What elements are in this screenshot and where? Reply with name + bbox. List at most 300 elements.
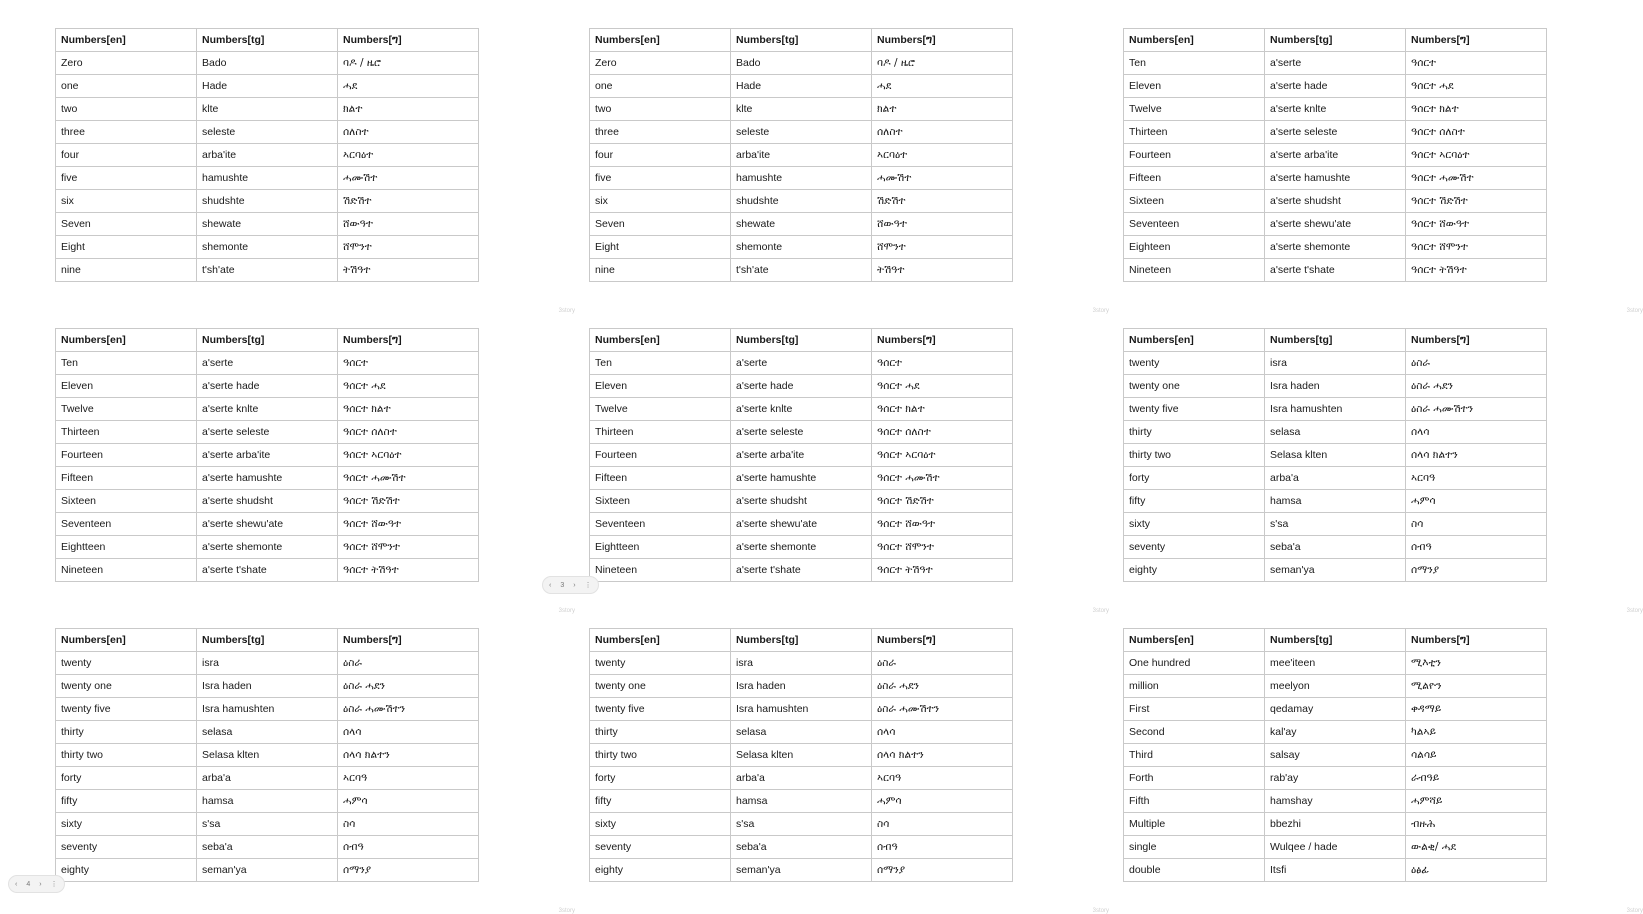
table-row [56,675,479,698]
table-row [1124,213,1547,236]
tigrinya-geez-cell: ሸሞንተ [872,236,1013,259]
table-row [590,98,1013,121]
tigrinya-latin-cell: shewate [197,213,338,236]
tigrinya-geez-cell: ኣርባዓ [1406,467,1547,490]
tigrinya-geez-cell: ዓሰርተ ኣርባዕተ [338,444,479,467]
english-cell: Seventeen [1124,213,1265,236]
table-row [590,444,1013,467]
tigrinya-geez-cell: ዓሰርተ ሸውዓተ [872,513,1013,536]
english-cell: Eight [590,236,731,259]
table-row [56,767,479,790]
chevron-left-icon[interactable]: ‹ [549,581,552,589]
slide-4[interactable] [55,328,575,614]
column-header: Numbers[en] [1124,29,1265,52]
tigrinya-latin-cell: a'serte shewu'ate [1265,213,1406,236]
english-cell: four [56,144,197,167]
tigrinya-latin-cell: Bado [731,52,872,75]
table-row [590,698,1013,721]
tigrinya-geez-cell: ዓሰርተ ሸሞንተ [338,536,479,559]
tigrinya-geez-cell: ዓሰርተ ሽድሽተ [1406,190,1547,213]
chevron-left-icon[interactable]: ‹ [15,880,18,888]
tigrinya-geez-cell: ዓሰርተ [338,352,479,375]
tigrinya-geez-cell: ዓሰርተ ሽድሽተ [338,490,479,513]
tigrinya-geez-cell: ስሳ [338,813,479,836]
tigrinya-geez-cell: ሰለስተ [872,121,1013,144]
table-row [56,52,479,75]
tigrinya-geez-cell: ዓሰርተ ሓሙሽተ [872,467,1013,490]
tigrinya-latin-cell: a'serte [1265,52,1406,75]
tigrinya-latin-cell: a'serte seleste [731,421,872,444]
tigrinya-latin-cell: selasa [197,721,338,744]
page-number: 4 [26,880,31,888]
tigrinya-latin-cell: Isra haden [731,675,872,698]
tigrinya-geez-cell: ሚእቲን [1406,652,1547,675]
numbers-table [589,28,1013,282]
tigrinya-latin-cell: Isra haden [197,675,338,698]
column-header: Numbers[ግ] [872,29,1013,52]
column-header: Numbers[ግ] [338,629,479,652]
tigrinya-latin-cell: s'sa [197,813,338,836]
table-row [1124,352,1547,375]
column-header: Numbers[ግ] [872,629,1013,652]
table-row [56,167,479,190]
english-cell: Fourteen [56,444,197,467]
tigrinya-geez-cell: ዓሰርተ ሓደ [1406,75,1547,98]
tigrinya-geez-cell: ሓሙሽተ [872,167,1013,190]
tigrinya-geez-cell: ዓሰርተ ትሽዓተ [872,559,1013,582]
numbers-table [1123,328,1547,582]
english-cell: Fifteen [590,467,731,490]
tigrinya-geez-cell: ዓሰርተ ትሽዓተ [338,559,479,582]
tigrinya-latin-cell: Selasa klten [197,744,338,767]
english-cell: Fifteen [1124,167,1265,190]
english-cell: Multiple [1124,813,1265,836]
table-row [56,375,479,398]
tigrinya-latin-cell: a'serte arba'ite [1265,144,1406,167]
column-header: Numbers[en] [56,329,197,352]
english-cell: thirty [590,721,731,744]
english-cell: Twelve [56,398,197,421]
tigrinya-geez-cell: ሰለስተ [338,121,479,144]
english-cell: two [56,98,197,121]
table-row [1124,490,1547,513]
table-row [1124,75,1547,98]
english-cell: twenty five [56,698,197,721]
tigrinya-latin-cell: hamushte [197,167,338,190]
tigrinya-latin-cell: a'serte shemonte [197,536,338,559]
english-cell: Thirteen [1124,121,1265,144]
tigrinya-latin-cell: a'serte seleste [1265,121,1406,144]
english-cell: fifty [590,790,731,813]
english-cell: Sixteen [1124,190,1265,213]
tigrinya-geez-cell: ሰላሳ [338,721,479,744]
tigrinya-latin-cell: salsay [1265,744,1406,767]
tigrinya-geez-cell: ዓሰርተ [1406,52,1547,75]
numbers-table [1123,628,1547,882]
table-row [590,836,1013,859]
english-cell: thirty two [590,744,731,767]
english-cell: Fifteen [56,467,197,490]
column-header: Numbers[tg] [197,629,338,652]
table-row [590,721,1013,744]
tigrinya-geez-cell: ሸውዓተ [338,213,479,236]
tigrinya-geez-cell: ኣርባዕተ [872,144,1013,167]
tigrinya-geez-cell: ዓሰርተ ሽድሽተ [872,490,1013,513]
tigrinya-latin-cell: shudshte [731,190,872,213]
tigrinya-latin-cell: a'serte shudsht [197,490,338,513]
table-row [590,236,1013,259]
tigrinya-latin-cell: isra [731,652,872,675]
table-row [1124,375,1547,398]
tigrinya-geez-cell: ዕስራ ሓሙሽተን [338,698,479,721]
chevron-right-icon[interactable]: › [39,880,42,888]
tigrinya-geez-cell: ዕስራ ሓደን [338,675,479,698]
slide-1[interactable] [55,28,575,314]
tigrinya-geez-cell: ሳልሳይ [1406,744,1547,767]
column-header: Numbers[tg] [731,29,872,52]
tigrinya-geez-cell: ዓሰርተ ክልተ [338,398,479,421]
english-cell: forty [1124,467,1265,490]
table-row [56,144,479,167]
numbers-table [589,328,1013,582]
english-cell: forty [590,767,731,790]
column-header: Numbers[tg] [1265,629,1406,652]
english-cell: four [590,144,731,167]
tigrinya-latin-cell: a'serte shudsht [731,490,872,513]
tigrinya-latin-cell: a'serte shemonte [1265,236,1406,259]
table-row [1124,236,1547,259]
english-cell: Twelve [590,398,731,421]
english-cell: First [1124,698,1265,721]
tigrinya-latin-cell: klte [731,98,872,121]
tigrinya-geez-cell: ሽድሽተ [338,190,479,213]
chevron-right-icon[interactable]: › [573,581,576,589]
slide-9[interactable] [1123,628,1643,914]
tigrinya-latin-cell: Selasa klten [731,744,872,767]
column-header: Numbers[en] [1124,629,1265,652]
page-number: 3 [560,581,565,589]
table-row [590,536,1013,559]
table-row [590,490,1013,513]
tigrinya-geez-cell: ዕስራ [338,652,479,675]
tigrinya-latin-cell: isra [1265,352,1406,375]
tigrinya-geez-cell: ዓሰርተ ሰለስተ [872,421,1013,444]
tigrinya-latin-cell: t'sh'ate [197,259,338,282]
header-row [590,329,1013,352]
table-row [590,213,1013,236]
column-header: Numbers[en] [56,629,197,652]
english-cell: twenty one [590,675,731,698]
tigrinya-geez-cell: ሓደ [338,75,479,98]
tigrinya-latin-cell: arba'a [197,767,338,790]
tigrinya-geez-cell: ዓሰርተ ሰለስተ [1406,121,1547,144]
table-row [590,398,1013,421]
tigrinya-geez-cell: ሰብዓ [1406,536,1547,559]
tigrinya-latin-cell: a'serte [731,352,872,375]
english-cell: two [590,98,731,121]
table-row [1124,190,1547,213]
header-row [56,29,479,52]
tigrinya-geez-cell: ባዶ / ዜሮ [872,52,1013,75]
table-row [56,813,479,836]
tigrinya-geez-cell: ሓምሳ [338,790,479,813]
tigrinya-latin-cell: shemonte [197,236,338,259]
tigrinya-geez-cell: ብዙሕ [1406,813,1547,836]
english-cell: eighty [56,859,197,882]
tigrinya-geez-cell: ዕስራ ሓሙሽተን [872,698,1013,721]
slide-5[interactable] [589,328,1109,614]
tigrinya-latin-cell: a'serte knlte [1265,98,1406,121]
tigrinya-geez-cell: ቀዳማይ [1406,698,1547,721]
pager-bottom[interactable] [8,875,65,893]
table-row [56,352,479,375]
english-cell: seventy [56,836,197,859]
english-cell: Fourteen [590,444,731,467]
table-row [1124,467,1547,490]
table-row [1124,767,1547,790]
table-row [1124,98,1547,121]
numbers-table [1123,28,1547,282]
english-cell: double [1124,859,1265,882]
tigrinya-latin-cell: a'serte hamushte [197,467,338,490]
english-cell: six [56,190,197,213]
tigrinya-geez-cell: ሓምሻይ [1406,790,1547,813]
tigrinya-geez-cell: ዓሰርተ ሰለስተ [338,421,479,444]
tigrinya-latin-cell: seman'ya [1265,559,1406,582]
header-row [1124,29,1547,52]
tigrinya-geez-cell: ሓምሳ [872,790,1013,813]
english-cell: six [590,190,731,213]
table-row [590,190,1013,213]
watermark: 3story [1092,908,1109,914]
table-row [56,790,479,813]
tigrinya-latin-cell: a'serte t'shate [731,559,872,582]
english-cell: five [56,167,197,190]
table-row [56,236,479,259]
table-row [1124,652,1547,675]
english-cell: seventy [1124,536,1265,559]
english-cell: twenty one [1124,375,1265,398]
tigrinya-geez-cell: ካልኣይ [1406,721,1547,744]
english-cell: Fifth [1124,790,1265,813]
column-header: Numbers[ግ] [1406,329,1547,352]
column-header: Numbers[tg] [1265,29,1406,52]
header-row [1124,329,1547,352]
table-row [56,421,479,444]
english-cell: Seven [56,213,197,236]
tigrinya-latin-cell: arba'a [1265,467,1406,490]
tigrinya-latin-cell: a'serte hade [1265,75,1406,98]
numbers-table [589,628,1013,882]
tigrinya-geez-cell: ሰብዓ [338,836,479,859]
table-row [56,559,479,582]
tigrinya-geez-cell: ሽድሽተ [872,190,1013,213]
english-cell: Eleven [590,375,731,398]
table-row [56,513,479,536]
english-cell: thirty two [56,744,197,767]
tigrinya-latin-cell: shudshte [197,190,338,213]
tigrinya-latin-cell: hamushte [731,167,872,190]
table-row [590,559,1013,582]
pager-middle[interactable] [542,576,599,594]
table-row [1124,813,1547,836]
tigrinya-geez-cell: ሓሙሽተ [338,167,479,190]
table-row [1124,167,1547,190]
column-header: Numbers[ግ] [872,329,1013,352]
table-row [590,52,1013,75]
tigrinya-geez-cell: ዕስራ ሓደን [1406,375,1547,398]
tigrinya-geez-cell: ሰላሳ ክልተን [1406,444,1547,467]
tigrinya-geez-cell: ዕስራ ሓደን [872,675,1013,698]
english-cell: Eight [56,236,197,259]
tigrinya-latin-cell: Isra hamushten [731,698,872,721]
tigrinya-latin-cell: a'serte shewu'ate [197,513,338,536]
tigrinya-geez-cell: ሰላሳ ክልተን [338,744,479,767]
table-row [1124,513,1547,536]
table-row [1124,144,1547,167]
english-cell: Seventeen [590,513,731,536]
header-row [1124,629,1547,652]
table-row [1124,421,1547,444]
english-cell: twenty five [590,698,731,721]
english-cell: sixty [590,813,731,836]
table-row [56,744,479,767]
tigrinya-latin-cell: meelyon [1265,675,1406,698]
tigrinya-geez-cell: ዓሰርተ [872,352,1013,375]
tigrinya-latin-cell: a'serte shudsht [1265,190,1406,213]
table-row [590,767,1013,790]
table-row [56,490,479,513]
tigrinya-geez-cell: ዓሰርተ ሓሙሽተ [1406,167,1547,190]
tigrinya-geez-cell: ሰላሳ ክልተን [872,744,1013,767]
table-row [1124,836,1547,859]
tigrinya-geez-cell: ኣርባዕተ [338,144,479,167]
english-cell: thirty [56,721,197,744]
table-row [1124,721,1547,744]
english-cell: seventy [590,836,731,859]
table-row [56,859,479,882]
table-row [56,652,479,675]
tigrinya-geez-cell: ዓሰርተ ሸውዓተ [1406,213,1547,236]
english-cell: Thirteen [56,421,197,444]
slide-3[interactable] [1123,28,1643,314]
english-cell: Eleven [1124,75,1265,98]
tigrinya-geez-cell: ዓሰርተ ሓሙሽተ [338,467,479,490]
watermark: 3story [558,308,575,314]
english-cell: Zero [590,52,731,75]
tigrinya-geez-cell: ክልተ [872,98,1013,121]
english-cell: twenty [590,652,731,675]
table-row [56,398,479,421]
english-cell: Second [1124,721,1265,744]
table-row [1124,559,1547,582]
tigrinya-latin-cell: kal'ay [1265,721,1406,744]
tigrinya-latin-cell: a'serte shemonte [731,536,872,559]
numbers-table [55,28,479,282]
tigrinya-latin-cell: a'serte knlte [731,398,872,421]
tigrinya-latin-cell: t'sh'ate [731,259,872,282]
english-cell: Eighteen [1124,236,1265,259]
tigrinya-latin-cell: seleste [731,121,872,144]
table-row [56,467,479,490]
table-row [56,259,479,282]
english-cell: five [590,167,731,190]
tigrinya-latin-cell: Isra haden [1265,375,1406,398]
tigrinya-latin-cell: rab'ay [1265,767,1406,790]
tigrinya-latin-cell: hamshay [1265,790,1406,813]
header-row [590,629,1013,652]
column-header: Numbers[ግ] [1406,29,1547,52]
watermark: 3story [558,608,575,614]
column-header: Numbers[tg] [1265,329,1406,352]
tigrinya-latin-cell: hamsa [197,790,338,813]
tigrinya-geez-cell: ሚልዮን [1406,675,1547,698]
tigrinya-latin-cell: shemonte [731,236,872,259]
tigrinya-geez-cell: ኣርባዓ [338,767,479,790]
tigrinya-latin-cell: a'serte hade [731,375,872,398]
tigrinya-geez-cell: ሰብዓ [872,836,1013,859]
tigrinya-latin-cell: arba'a [731,767,872,790]
tigrinya-latin-cell: a'serte hamushte [731,467,872,490]
tigrinya-latin-cell: Hade [197,75,338,98]
tigrinya-latin-cell: hamsa [731,790,872,813]
slide-2[interactable] [589,28,1109,314]
table-row [590,813,1013,836]
numbers-table [55,628,479,882]
table-row [590,652,1013,675]
english-cell: Eightteen [56,536,197,559]
english-cell: One hundred [1124,652,1265,675]
tigrinya-geez-cell: ዓሰርተ ሓደ [872,375,1013,398]
english-cell: Twelve [1124,98,1265,121]
tigrinya-geez-cell: ሰላሳ [1406,421,1547,444]
table-row [590,259,1013,282]
tigrinya-geez-cell: ኣርባዓ [872,767,1013,790]
table-row [1124,698,1547,721]
column-header: Numbers[ግ] [338,329,479,352]
tigrinya-latin-cell: isra [197,652,338,675]
english-cell: three [56,121,197,144]
slide-8[interactable] [589,628,1109,914]
tigrinya-geez-cell: ስሳ [1406,513,1547,536]
tigrinya-latin-cell: seba'a [197,836,338,859]
column-header: Numbers[tg] [197,29,338,52]
english-cell: Nineteen [1124,259,1265,282]
tigrinya-latin-cell: bbezhi [1265,813,1406,836]
tigrinya-geez-cell: ዓሰርተ ኣርባዕተ [872,444,1013,467]
tigrinya-latin-cell: Itsfi [1265,859,1406,882]
header-row [56,629,479,652]
table-row [1124,121,1547,144]
tigrinya-geez-cell: ሰማንያ [338,859,479,882]
column-header: Numbers[ግ] [1406,629,1547,652]
table-row [590,375,1013,398]
tigrinya-latin-cell: seman'ya [731,859,872,882]
more-icon[interactable]: ⋮ [50,881,58,888]
tigrinya-geez-cell: ዓሰርተ ሸውዓተ [338,513,479,536]
slide-6[interactable] [1123,328,1643,614]
tigrinya-geez-cell: ሰላሳ [872,721,1013,744]
english-cell: twenty [1124,352,1265,375]
tigrinya-latin-cell: selasa [1265,421,1406,444]
english-cell: Seventeen [56,513,197,536]
tigrinya-geez-cell: ሰማንያ [872,859,1013,882]
tigrinya-latin-cell: a'serte [197,352,338,375]
table-row [590,513,1013,536]
more-icon[interactable]: ⋮ [584,582,592,589]
slide-7[interactable] [55,628,575,914]
tigrinya-latin-cell: hamsa [1265,490,1406,513]
